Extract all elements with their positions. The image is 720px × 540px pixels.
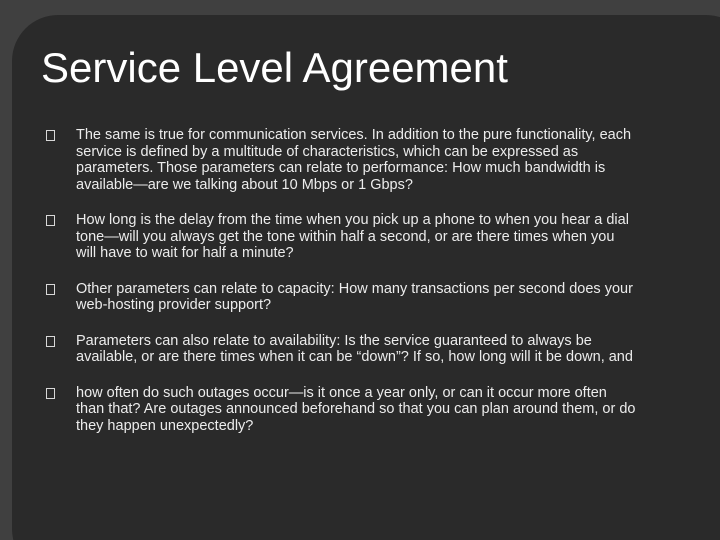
bullet-item: [46, 127, 636, 193]
bullet-item: [46, 333, 636, 366]
bullet-text: How long is the delay from the time when you pick up a phone to when you hear a dial tone—will you always get the tone within half a second, or are there times when you will have to wait for half a minute?: [76, 212, 629, 261]
bullet-text: The same is true for communication services. In addition to the pure functionality, each service is defined by a multitude of characteristics, which can be expressed as parameters. Those parameters can relate to performance: How much bandwidth is available—are we talking about 10 Mbps or 1 Gbps?: [76, 127, 632, 193]
square-bullet-icon: [46, 388, 55, 399]
bullet-item: [46, 281, 636, 314]
bullet-text: Other parameters can relate to capacity: How many transactions per second does your web-hosting provider support?: [76, 280, 633, 313]
bullet-list: [46, 127, 636, 453]
bullet-item: [46, 212, 636, 262]
square-bullet-icon: [46, 336, 55, 347]
square-bullet-icon: [46, 215, 55, 226]
square-bullet-icon: [46, 130, 55, 141]
bullet-item: [46, 385, 636, 435]
slide-title: Service Level Agreement: [41, 44, 508, 91]
square-bullet-icon: [46, 284, 55, 295]
bullet-text: how often do such outages occur—is it once a year only, or can it occur more often than that? Are outages announced beforehand so that you can plan around them, or do they happen unexpectedly?: [76, 384, 636, 434]
bullet-text: Parameters can also relate to availability: Is the service guaranteed to always be available, or are there times when it can be “down”? If so, how long will it be down, and: [76, 332, 633, 365]
